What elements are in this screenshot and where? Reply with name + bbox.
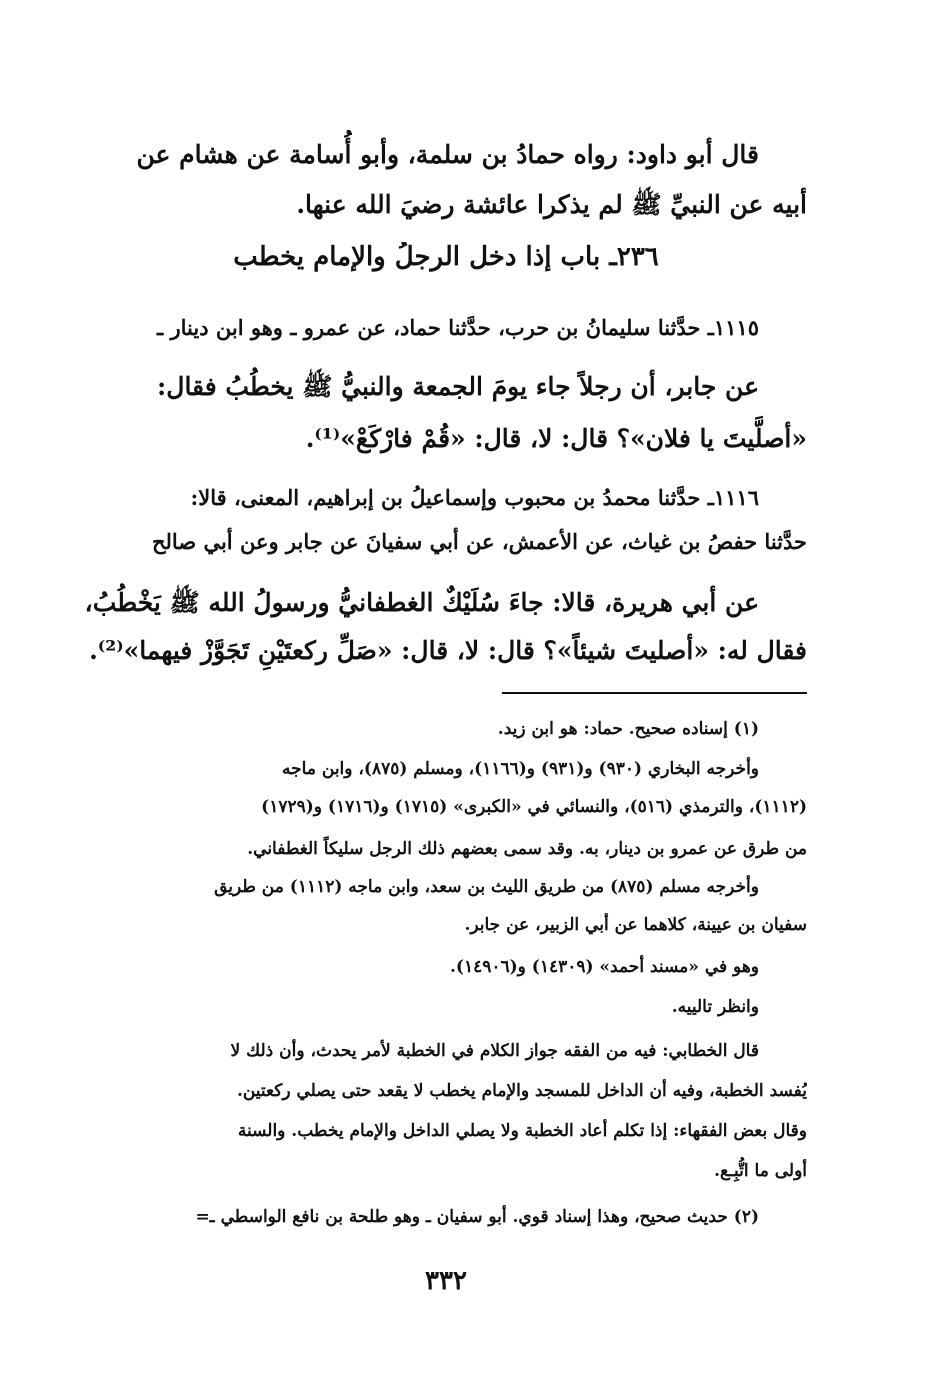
page-number: ٣٣٢ (425, 1266, 467, 1296)
hadith-1116-matn-1: عن أبي هريرة، قالا: جاءَ سُلَيْكٌ الغطفانيُّ ورسولُ الله ﷺ يَخْطُبُ، (85, 588, 759, 617)
footnote-1-line-3: (١١١٢)، والترمذي (٥١٦)، والنسائي في «الكبرى» (١٧١٥) و(١٧١٦) و(١٧٢٩) (261, 797, 807, 817)
footnote-1-line-10: يُفسد الخطبة، وفيه أن الداخل للمسجد والإمام يخطب لا يقعد حتى يصلي ركعتين. (236, 1081, 807, 1101)
hadith-1115-matn-2: «أصلَّيتَ يا فلان»؟ قال: لا، قال: «قُمْ فارْكَعْ»⁽¹⁾. (305, 424, 807, 453)
chapter-title: ٢٣٦ـ باب إذا دخل الرجلُ والإمام يخطب (233, 242, 659, 272)
intro-line-1: قال أبو داود: رواه حمادُ بن سلمة، وأبو أُسامة عن هشام عن (136, 140, 759, 169)
footnote-1-line-2: وأخرجه البخاري (٩٣٠) و(٩٣١) و(١١٦٦)، ومسلم (٨٧٥)، وابن ماجه (282, 759, 759, 779)
footnote-1-line-4: من طرق عن عمرو بن دينار، به. وقد سمى بعضهم ذلك الرجل سليكاً الغطفاني. (247, 839, 807, 859)
footnote-1-line-1: (١) إسناده صحيح. حماد: هو ابن زيد. (497, 719, 759, 739)
hadith-1115-matn-1: عن جابر، أن رجلاً جاء يومَ الجمعة والنبيُّ ﷺ يخطُبُ فقال: (157, 372, 759, 401)
footnote-1-line-6: سفيان بن عيينة، كلاهما عن أبي الزبير، عن جابر. (464, 915, 807, 935)
hadith-1116-matn-2: فقال له: «أصليتَ شيئاً»؟ قال: لا، قال: «صَلِّ ركعتَيْنِ تَجَوَّزْ فيهما»⁽²⁾. (89, 636, 807, 665)
footnote-1-line-8: وانظر تالييه. (671, 997, 759, 1017)
footnote-2-line-1: (٢) حديث صحيح، وهذا إسناد قوي. أبو سفيان ـ وهو طلحة بن نافع الواسطي ـ= (195, 1207, 759, 1227)
footnote-1-line-9: قال الخطابي: فيه من الفقه جواز الكلام في الخطبة لأمر يحدث، وأن ذلك لا (230, 1041, 759, 1061)
footnote-1-line-7: وهو في «مسند أحمد» (١٤٣٠٩) و(١٤٩٠٦). (449, 957, 759, 977)
footnote-1-line-5: وأخرجه مسلم (٨٧٥) من طريق الليث بن سعد، وابن ماجه (١١١٢) من طريق (214, 877, 759, 897)
footnote-separator (502, 692, 807, 694)
footnote-1-line-12: أولى ما اتُّبِـع. (714, 1161, 807, 1181)
hadith-1115-isnad: ١١١٥ـ حدَّثنا سليمانُ بن حرب، حدَّثنا حماد، عن عمرو ـ وهو ابن دينار ـ (157, 315, 759, 340)
hadith-1116-isnad-2: حدَّثنا حفصُ بن غياث، عن الأعمش، عن أبي سفيانَ عن جابر وعن أبي صالح (151, 529, 807, 554)
hadith-1116-isnad-1: ١١١٦ـ حدَّثنا محمدُ بن محبوب وإسماعيلُ بن إبراهيم، المعنى، قالا: (190, 485, 759, 510)
footnote-1-line-11: وقال بعض الفقهاء: إذا تكلم أعاد الخطبة ولا يصلي الداخل والإمام يخطب. والسنة (237, 1121, 807, 1141)
book-page (85, 130, 807, 1330)
intro-line-2: أبيه عن النبيِّ ﷺ لم يذكرا عائشة رضيَ الله عنها. (296, 190, 807, 219)
